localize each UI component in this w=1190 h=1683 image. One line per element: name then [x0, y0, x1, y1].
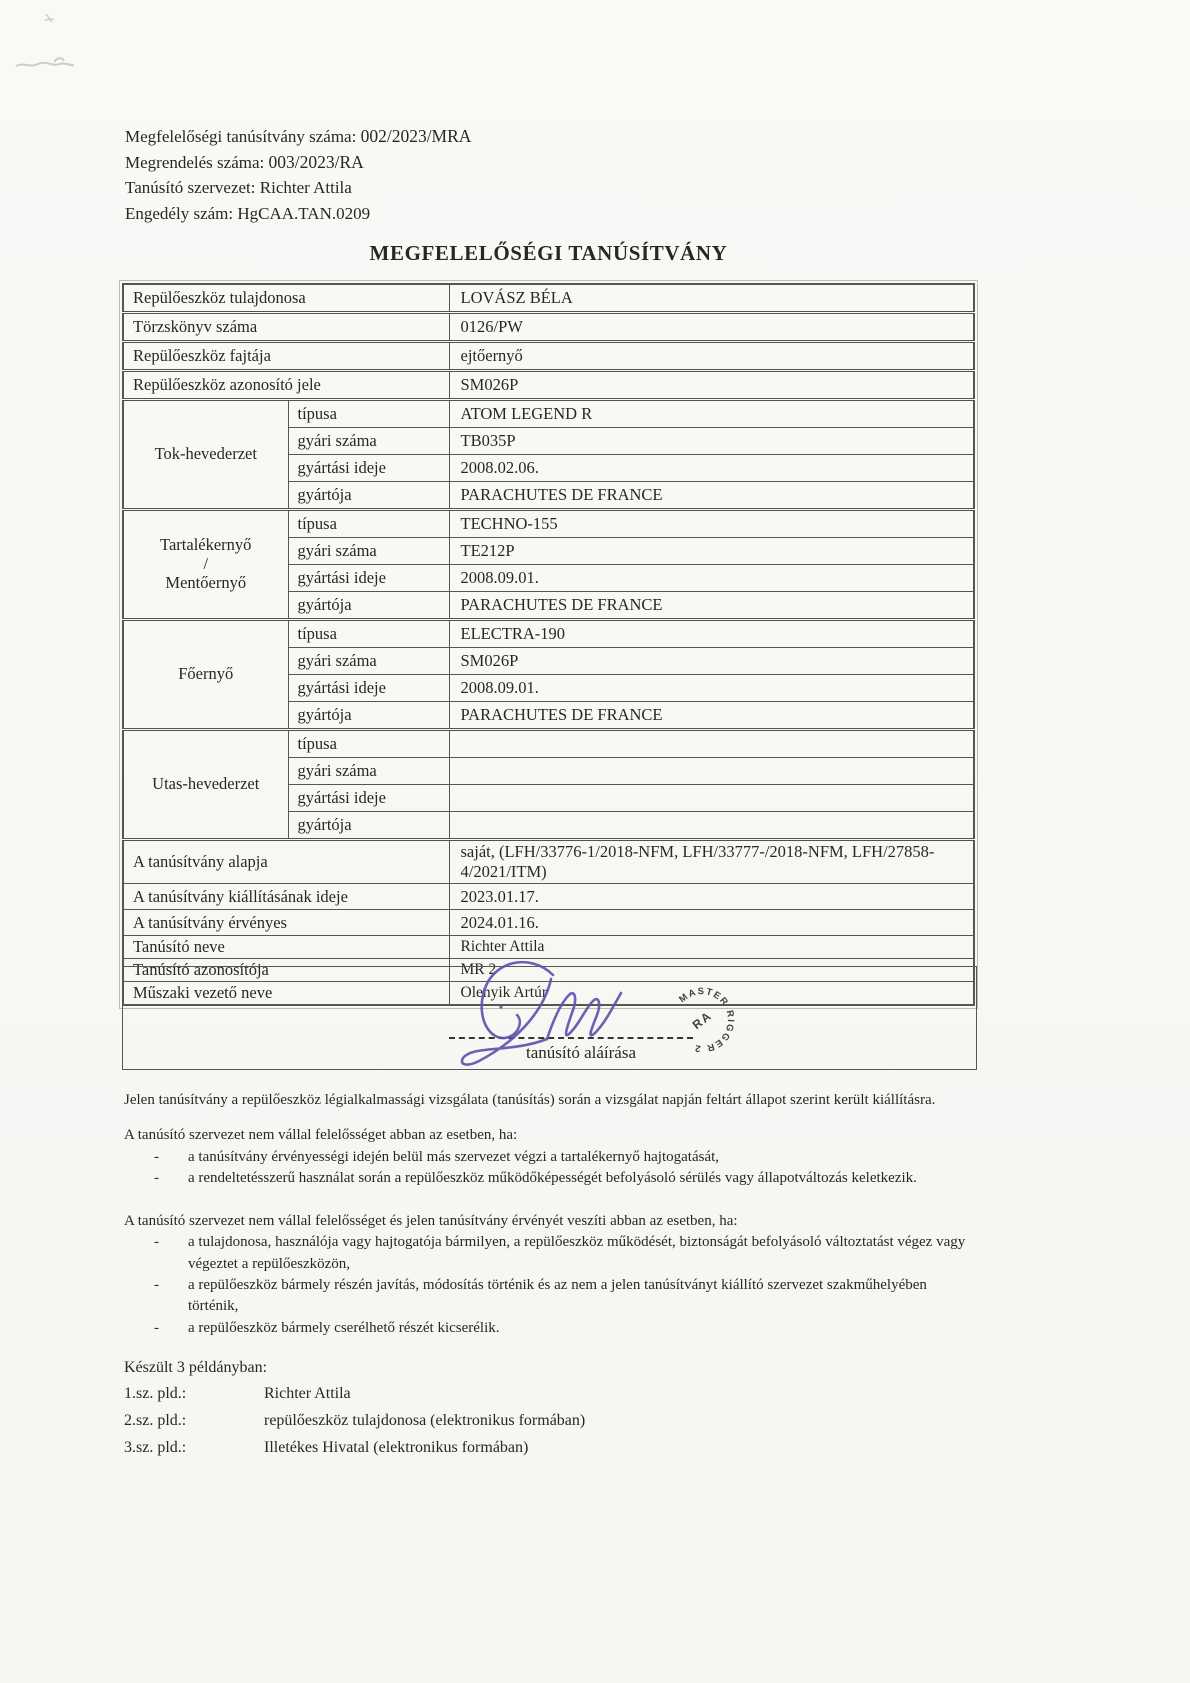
row-label: típusa	[288, 730, 449, 758]
list-item	[124, 1407, 982, 1434]
list-item	[124, 1168, 982, 1189]
permit-number-label: Engedély szám:	[125, 203, 234, 223]
liability-section-2	[124, 1211, 982, 1339]
row-label: gyári száma	[288, 648, 449, 675]
list-item	[124, 1147, 982, 1168]
row-value: 2008.09.01.	[449, 565, 974, 592]
table-row	[123, 730, 974, 758]
row-value: 2008.02.06.	[449, 455, 974, 482]
table-row	[123, 342, 974, 371]
table-row	[123, 400, 974, 428]
bullet-dash: -	[154, 1234, 159, 1251]
row-label: Repülőeszköz fajtája	[123, 342, 449, 371]
copies-section	[124, 1357, 982, 1461]
table-row	[123, 910, 974, 936]
permit-number-line	[125, 201, 471, 227]
list-item	[124, 1380, 982, 1407]
liability-section-1	[124, 1125, 982, 1189]
row-value: TE212P	[449, 538, 974, 565]
copy-value: Illetékes Hivatal (elektronikus formában)	[264, 1438, 529, 1456]
order-number-label: Megrendelés száma:	[125, 152, 265, 172]
copy-label: 3.sz. pld.:	[124, 1438, 187, 1456]
scan-artifact-marks	[0, 0, 130, 110]
group-name: Tok-hevederzet	[123, 400, 288, 510]
row-value: saját, (LFH/33776-1/2018-NFM, LFH/33777-/2018-NFM, LFH/27858-4/2021/ITM)	[449, 840, 974, 884]
certifier-org-line	[125, 175, 471, 201]
row-value: ATOM LEGEND R	[449, 400, 974, 428]
row-label: Műszaki vezető neve	[123, 982, 449, 1006]
row-value: MR 2	[449, 959, 974, 982]
group-name: Tartalékernyő / Mentőernyő	[123, 510, 288, 620]
liability2-head: A tanúsító szervezet nem vállal felelősséget és jelen tanúsítvány érvényét veszíti abban az esetben, ha:	[124, 1213, 738, 1230]
row-label: Repülőeszköz azonosító jele	[123, 371, 449, 400]
row-label: típusa	[288, 620, 449, 648]
row-label: gyári száma	[288, 428, 449, 455]
row-value: PARACHUTES DE FRANCE	[449, 702, 974, 730]
row-value	[449, 785, 974, 812]
table-row	[123, 620, 974, 648]
certificate-number-label: Megfelelőségi tanúsítvány száma:	[125, 127, 357, 146]
copy-label: 1.sz. pld.:	[124, 1384, 187, 1402]
row-value: Olenyik Artúr	[449, 982, 974, 1006]
certifier-org-label: Tanúsító szervezet:	[125, 178, 256, 197]
row-label: gyártója	[288, 702, 449, 730]
copy-value: repülőeszköz tulajdonosa (elektronikus formában)	[264, 1411, 586, 1429]
bullet-dash: -	[154, 1277, 159, 1294]
table-row	[123, 313, 974, 342]
row-label: Tanúsító neve	[123, 936, 449, 959]
certificate-number-line	[125, 124, 471, 150]
list-item	[124, 1232, 982, 1275]
certifier-org-value: Richter Attila	[259, 178, 352, 197]
row-value	[449, 758, 974, 785]
row-label: Repülőeszköz tulajdonosa	[123, 284, 449, 313]
list-item	[124, 1275, 982, 1318]
row-value	[449, 730, 974, 758]
row-label: gyári száma	[288, 538, 449, 565]
row-value: 2024.01.16.	[449, 910, 974, 936]
page-title: MEGFELELŐSÉGI TANÚSÍTVÁNY	[369, 241, 728, 265]
order-number-line	[125, 150, 471, 176]
row-label: gyártója	[288, 812, 449, 840]
list-item-text: a tanúsítvány érvényességi idején belül más szervezet végzi a tartalékernyő hajtogatását,	[188, 1148, 720, 1165]
row-value: TB035P	[449, 428, 974, 455]
signature	[435, 955, 685, 1075]
row-label: típusa	[288, 510, 449, 538]
liability1-head: A tanúsító szervezet nem vállal felelősséget abban az esetben, ha:	[124, 1127, 518, 1144]
list-item-text: a repülőeszköz bármely részén javítás, módosítás történik és az nem a jelen tanúsítványt kiállító szervezet szakműhelyében történik,	[188, 1277, 927, 1315]
row-value: ELECTRA-190	[449, 620, 974, 648]
row-label: A tanúsítvány kiállításának ideje	[123, 884, 449, 910]
row-label: gyártási ideje	[288, 785, 449, 812]
copy-label: 2.sz. pld.:	[124, 1411, 187, 1429]
row-value: PARACHUTES DE FRANCE	[449, 482, 974, 510]
row-label: gyártási ideje	[288, 455, 449, 482]
row-label: Tanúsító azonosítója	[123, 959, 449, 982]
row-value: 2023.01.17.	[449, 884, 974, 910]
signature-box	[122, 966, 977, 1070]
table-row	[123, 510, 974, 538]
table-row	[123, 840, 974, 884]
row-label: gyári száma	[288, 758, 449, 785]
row-label: Törzskönyv száma	[123, 313, 449, 342]
row-label: gyártója	[288, 482, 449, 510]
row-label: A tanúsítvány alapja	[123, 840, 449, 884]
copies-head: Készült 3 példányban:	[124, 1358, 268, 1376]
row-value	[449, 812, 974, 840]
stamp-center-text: RA	[689, 1008, 715, 1033]
certificate-number-value: 002/2023/MRA	[360, 126, 472, 146]
bullet-dash: -	[154, 1148, 159, 1165]
row-value: SM026P	[449, 648, 974, 675]
row-label: típusa	[288, 400, 449, 428]
row-value: LOVÁSZ BÉLA	[449, 284, 974, 313]
certificate-table	[122, 283, 975, 1006]
stamp-arc-text: MASTER RIGGER 2	[677, 986, 737, 1054]
bullet-dash: -	[154, 1319, 159, 1336]
issuance-statement: Jelen tanúsítvány a repülőeszköz légialkalmassági vizsgálata (tanúsítás) során a vizsgálat napján feltárt állapot szerint került kiállításra.	[124, 1092, 936, 1108]
list-item-text: a tulajdonosa, használója vagy hajtogatója bármilyen, a repülőeszköz működését, biztonságát befolyásoló változtatást végez vagy végeztet a repülőeszközön,	[188, 1234, 966, 1272]
row-label: gyártója	[288, 592, 449, 620]
row-label: A tanúsítvány érvényes	[123, 910, 449, 936]
permit-number-value: HgCAA.TAN.0209	[237, 203, 371, 223]
notes-section	[124, 1090, 982, 1461]
row-value: 2008.09.01.	[449, 675, 974, 702]
list-item-text: a repülőeszköz bármely cserélhető részét kicserélik.	[188, 1319, 500, 1336]
copy-value: Richter Attila	[264, 1384, 351, 1402]
row-value: ejtőernyő	[449, 342, 974, 371]
row-value: 0126/PW	[449, 313, 974, 342]
row-label: gyártási ideje	[288, 675, 449, 702]
row-value: TECHNO-155	[449, 510, 974, 538]
row-value: Richter Attila	[449, 936, 974, 959]
bullet-dash: -	[154, 1169, 159, 1186]
table-row	[123, 371, 974, 400]
group-name: Utas-hevederzet	[123, 730, 288, 840]
list-item	[124, 1434, 982, 1461]
signature-caption: tanúsító aláírása	[526, 1043, 636, 1062]
order-number-value: 003/2023/RA	[268, 151, 364, 172]
row-label: gyártási ideje	[288, 565, 449, 592]
group-name: Főernyő	[123, 620, 288, 730]
row-value: PARACHUTES DE FRANCE	[449, 592, 974, 620]
header-reference-block	[125, 124, 471, 226]
row-value: SM026P	[449, 371, 974, 400]
list-item-text: a rendeltetésszerű használat során a repülőeszköz működőképességét befolyásoló sérülés vagy állapotváltozás keletkezik.	[188, 1169, 917, 1186]
table-row	[123, 284, 974, 313]
list-item	[124, 1318, 982, 1339]
table-row	[123, 884, 974, 910]
